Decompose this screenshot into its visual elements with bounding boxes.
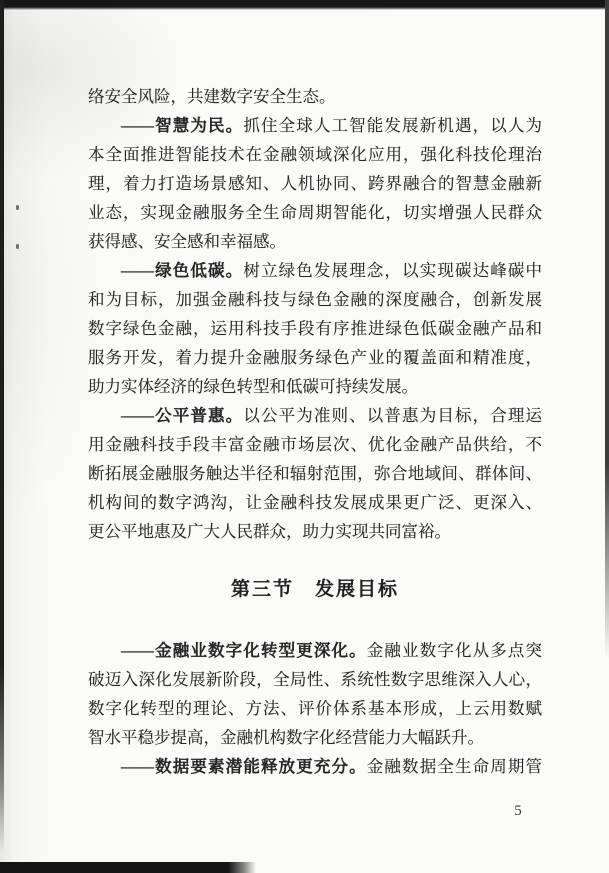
text-line: 本全面推进智能技术在金融领域深化应用，强化科技伦理治 [88,145,542,164]
scan-edge-right [605,0,609,660]
lead-in-phrase: ——金融业数字化转型更深化。 [121,641,367,660]
lead-in-phrase: ——智慧为民。 [121,116,244,135]
text-line: 和为目标，加强金融科技与绿色金融的深度融合，创新发展 [88,290,542,309]
text-line: 智水平稳步提高，金融机构数字化经营能力大幅跃升。 [88,728,484,747]
text-line: 断拓展金融服务触达半径和辐射范围，弥合地域间、群体间、 [88,464,542,483]
text-line: 数字绿色金融，运用科技手段有序推进绿色低碳金融产品和 [88,319,542,338]
section-heading: 第三节 发展目标 [230,579,399,600]
text-line: 更公平地惠及广大人民群众，助力实现共同富裕。 [88,522,451,541]
lead-in-phrase: ——数据要素潜能释放更充分。 [121,757,367,776]
text-line: 数字化转型的理论、方法、评价体系基本形成，上云用数赋 [88,699,542,718]
text-line: 获得感、安全感和幸福感。 [88,232,286,251]
text-line: ——数据要素潜能释放更充分。金融数据全生命周期管 [121,757,543,776]
text-line: 用金融科技手段丰富金融市场层次、优化金融产品供给，不 [88,435,542,454]
lead-in-phrase: ——公平普惠。 [121,406,244,425]
text-line: ——金融业数字化转型更深化。金融业数字化从多点突 [121,641,543,660]
text-line: ——公平普惠。以公平为准则、以普惠为目标，合理运 [121,406,543,425]
lead-in-phrase: ——绿色低碳。 [121,261,244,280]
text-line: ——绿色低碳。树立绿色发展理念，以实现碳达峰碳中 [121,261,543,280]
text-line: 机构间的数字鸿沟，让金融科技发展成果更广泛、更深入、 [88,493,542,512]
ink-speck [16,244,19,249]
ink-speck [16,205,19,210]
text-line: 助力实体经济的绿色转型和低碳可持续发展。 [88,377,418,396]
scan-edge-left [0,0,4,852]
scan-edge-bottom [0,862,256,873]
text-line: 络安全风险，共建数字安全生态。 [88,87,336,106]
scan-edge-top [0,0,609,10]
page-number: 5 [514,803,522,819]
text-line: 破迈入深化发展新阶段，全局性、系统性数字思维深入人心， [88,670,542,689]
text-line: ——智慧为民。抓住全球人工智能发展新机遇，以人为 [121,116,543,135]
body-text-block-2 [88,636,542,781]
text-line: 服务开发，着力提升金融服务绿色产业的覆盖面和精准度， [88,348,542,367]
text-line: 理，着力打造场景感知、人机协同、跨界融合的智慧金融新 [88,174,542,193]
body-text-block-1 [88,82,542,546]
text-line: 业态，实现金融服务全生命周期智能化，切实增强人民群众 [88,203,542,222]
